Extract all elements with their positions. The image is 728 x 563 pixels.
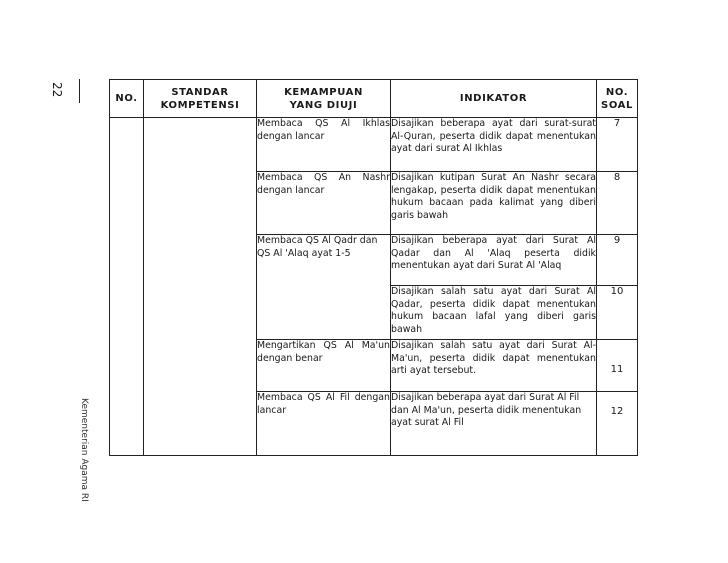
header-no: NO.: [110, 80, 144, 118]
no-cell: [110, 286, 144, 340]
header-standar-kompetensi: STANDAR KOMPETENSI: [144, 80, 257, 118]
no-soal-cell: 12: [597, 392, 638, 456]
no-soal-cell: 10: [597, 286, 638, 340]
header-kemampuan-yang-diuji: KEMAMPUAN YANG DIUJI: [257, 80, 391, 118]
kemampuan-cell: Membaca QS Al Fil dengan lancar: [257, 392, 391, 456]
table-row: [110, 392, 638, 456]
table-header-row: [110, 80, 638, 118]
no-soal-cell: 11: [597, 340, 638, 392]
no-soal-cell: 8: [597, 172, 638, 235]
indikator-cell: Disajikan beberapa ayat dari Surat Al Fil dan Al Ma'un, peserta didik menentukan ayat surat Al Fil: [391, 392, 597, 456]
kemampuan-cell: [257, 286, 391, 340]
kemampuan-cell: Mengartikan QS Al Ma'un dengan benar: [257, 340, 391, 392]
indikator-cell: Disajikan beberapa ayat dari Surat Al Qadar dan Al 'Alaq peserta didik menentukan ayat dari Surat Al 'Alaq: [391, 235, 597, 286]
standar-cell: [144, 172, 257, 235]
page-number-rule: [79, 79, 80, 103]
no-soal-cell: 7: [597, 118, 638, 172]
kemampuan-cell: Membaca QS An Nashr dengan lancar: [257, 172, 391, 235]
standar-cell: [144, 118, 257, 172]
header-no-soal: NO. SOAL: [597, 80, 638, 118]
standar-cell: [144, 392, 257, 456]
no-cell: [110, 235, 144, 286]
kemampuan-cell: Membaca QS Al Qadr dan QS Al 'Alaq ayat 1-5: [257, 235, 391, 286]
indikator-cell: Disajikan kutipan Surat An Nashr secara lengakap, peserta didik dapat menentukan hukum bacaan pada kalimat yang diberi garis bawah: [391, 172, 597, 235]
table-row: [110, 235, 638, 286]
no-cell: [110, 340, 144, 392]
table-row: [110, 340, 638, 392]
header-indikator: INDIKATOR: [391, 80, 597, 118]
test-specification-table: [109, 79, 638, 456]
kemampuan-cell: Membaca QS Al Ikhlas dengan lancar: [257, 118, 391, 172]
indikator-cell: Disajikan salah satu ayat dari Surat Al Qadar, peserta didik dapat menentukan hukum bacaan lafal yang diberi garis bawah: [391, 286, 597, 340]
indikator-cell: Disajikan salah satu ayat dari Surat Al-Ma'un, peserta didik dapat menentukan arti ayat tersebut.: [391, 340, 597, 392]
table-row: [110, 286, 638, 340]
no-cell: [110, 118, 144, 172]
indikator-cell: Disajikan beberapa ayat dari surat-surat Al-Quran, peserta didik dapat menentukan ayat dari surat Al Ikhlas: [391, 118, 597, 172]
publisher-side-text: Kementerian Agama RI: [79, 398, 89, 502]
standar-cell: [144, 235, 257, 286]
table-row: [110, 118, 638, 172]
page-number: 22: [50, 82, 64, 98]
standar-cell: [144, 286, 257, 340]
no-cell: [110, 392, 144, 456]
no-soal-cell: 9: [597, 235, 638, 286]
no-cell: [110, 172, 144, 235]
standar-cell: [144, 340, 257, 392]
table-row: [110, 172, 638, 235]
